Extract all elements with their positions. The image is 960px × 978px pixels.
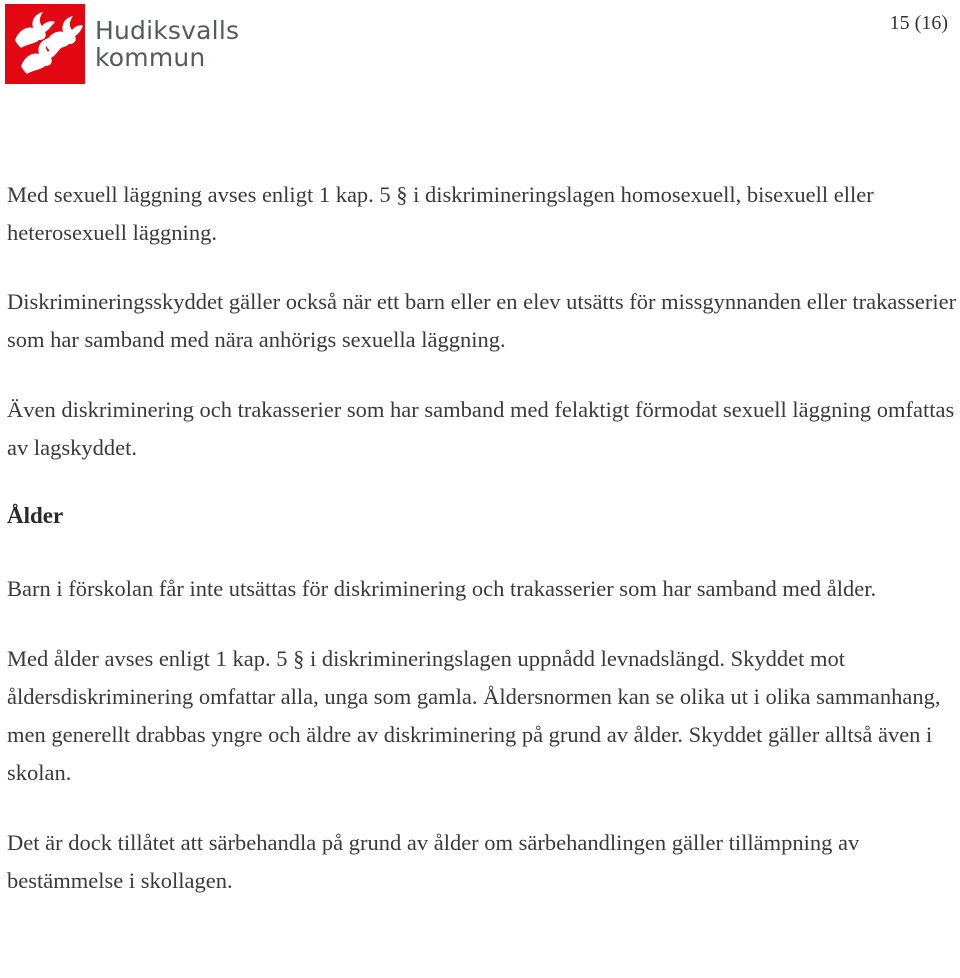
logo-wordmark bbox=[95, 17, 239, 71]
paragraph-sexual-orientation-definition: Med sexuell läggning avses enligt 1 kap. 5 § i diskrimineringslagen homosexuell, bisexuell eller heterosexuell läggning. bbox=[7, 182, 874, 245]
goat-emblem-icon bbox=[5, 4, 85, 84]
logo-line-2: kommun bbox=[95, 43, 206, 72]
paragraph-relatives-protection: Diskrimineringsskyddet gäller också när ett barn eller en elev utsätts för missgynnanden eller trakasserier som har samband med nära anhörigs sexuella läggning. bbox=[7, 289, 957, 352]
logo-line-1: Hudiksvalls bbox=[95, 16, 240, 45]
paragraph-age-definition: Med ålder avses enligt 1 kap. 5 § i diskrimineringslagen uppnådd levnadslängd. Skyddet mot åldersdiskriminering omfattar alla, unga som gamla. Åldersnormen kan se olika ut i olika sammanhang, men generellt drabbas yngre och äldre av diskriminering på grund av ålder. Skyddet gäller alltså även i skolan. bbox=[7, 646, 941, 785]
section-heading-alder: Ålder bbox=[7, 503, 64, 528]
hudiksvalls-logo bbox=[5, 4, 239, 84]
document-body bbox=[7, 176, 957, 900]
paragraph-presumed-orientation: Även diskriminering och trakasserier som har samband med felaktigt förmodat sexuell läggning omfattas av lagskyddet. bbox=[7, 397, 955, 460]
paragraph-age-intro: Barn i förskolan får inte utsättas för diskriminering och trakasserier som har samband med ålder. bbox=[7, 576, 877, 601]
paragraph-age-exception: Det är dock tillåtet att särbehandla på grund av ålder om särbehandlingen gäller tillämpning av bestämmelse i skollagen. bbox=[7, 830, 860, 893]
page-header bbox=[0, 0, 960, 100]
page-number: 15 (16) bbox=[889, 12, 948, 34]
